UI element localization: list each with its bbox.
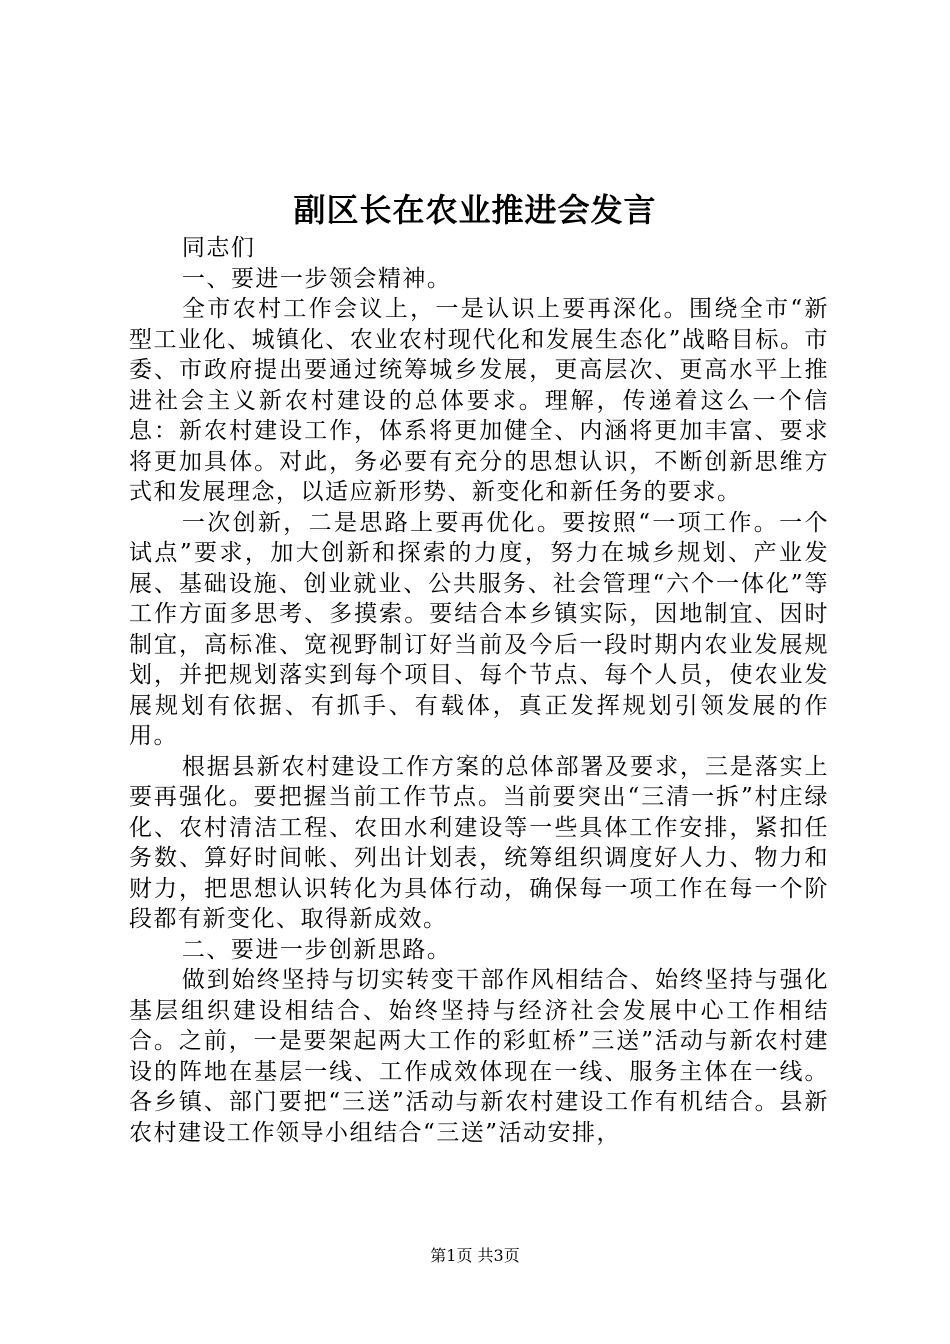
paragraph-body: 根据县新农村建设工作方案的总体部署及要求，三是落实上要再强化。要把握当前工作节点。当前要突出“三清一拆”村庄绿化、农村清洁工程、农田水利建设等一些具体工作安排，紧扣任务数、算好时间帐、列出计划表，统筹组织调度好人力、物力和财力，把思想认识转化为具体行动，确保每一项工作在每一个阶段都有新变化、取得新成效。 [129, 753, 829, 932]
page-footer: 第1页 共3页 [430, 1246, 520, 1265]
paragraph-section-heading-1: 一、要进一步领会精神。 [181, 265, 452, 292]
document-body [129, 233, 829, 1148]
paragraph-body: 全市农村工作会议上，一是认识上要再深化。围绕全市“新型工业化、城镇化、农业农村现代化和发展生态化”战略目标。市委、市政府提出要通过统筹城乡发展，更高层次、更高水平上推进社会主义新农村建设的总体要求。理解，传递着这么一个信息：新农村建设工作，体系将更加健全、内涵将更加丰富、要求将更加具体。对此，务必要有充分的思想认识，不断创新思维方式和发展理念，以适应新形势、新变化和新任务的要求。 [129, 296, 829, 505]
paragraph-body: 一次创新，二是思路上要再优化。要按照“一项工作。一个试点”要求，加大创新和探索的力度，努力在城乡规划、产业发展、基础设施、创业就业、公共服务、社会管理“六个一体化”等工作方面多思考、多摸索。要结合本乡镇实际，因地制宜、因时制宜，高标准、宽视野制订好当前及今后一段时期内农业发展规划，并把规划落实到每个项目、每个节点、每个人员，使农业发展规划有依据、有抓手、有载体，真正发挥规划引领发展的作用。 [129, 509, 829, 749]
paragraph-body: 做到始终坚持与切实转变干部作风相结合、始终坚持与强化基层组织建设相结合、始终坚持与经济社会发展中心工作相结合。之前，一是要架起两大工作的彩虹桥”三送”活动与新农村建设的阵地在基层一线、工作成效体现在一线、服务主体在一线。各乡镇、部门要把“三送”活动与新农村建设工作有机结合。县新农村建设工作领导小组结合“三送”活动安排， [129, 967, 829, 1146]
document-title: 副区长在农业推进会发言 [293, 191, 657, 229]
paragraph-salutation: 同志们 [181, 235, 256, 261]
paragraph-section-heading-2: 二、要进一步创新思路。 [181, 936, 452, 963]
